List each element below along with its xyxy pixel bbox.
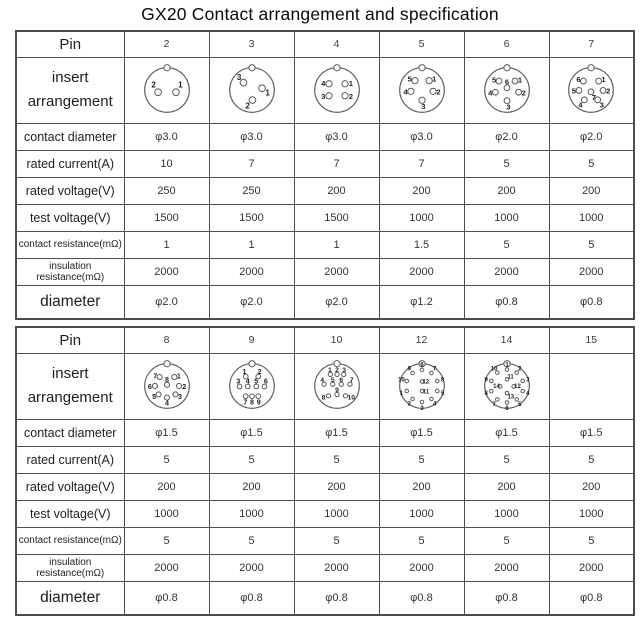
- spec-value-cell: φ1.5: [549, 419, 634, 446]
- spec-value-cell: 5: [124, 446, 209, 473]
- pin-number-label: [347, 395, 355, 402]
- insert-arrangement-label: insert arrangement: [16, 353, 124, 419]
- pin-number-label: [339, 377, 343, 384]
- spec-value-cell: 200: [124, 473, 209, 500]
- pin-number-label: [243, 399, 247, 407]
- spec-row: [16, 554, 634, 581]
- spec-value-cell: 5: [124, 527, 209, 554]
- spec-row-label: contact resistance(mΩ): [16, 527, 124, 554]
- spec-value-cell: 250: [209, 177, 294, 204]
- spec-row-label: rated voltage(V): [16, 473, 124, 500]
- spec-value-cell: 1000: [209, 500, 294, 527]
- pin-number-label: [488, 88, 493, 97]
- spec-table-top-body: [16, 31, 634, 319]
- pin-number-label: [606, 87, 610, 96]
- pin-number-label: [152, 393, 156, 401]
- pin-number-label: [407, 402, 411, 408]
- pin-number-label: [526, 377, 530, 383]
- spec-value-cell: 1000: [379, 204, 464, 231]
- insert-arrangement-label: insert arrangement: [16, 57, 124, 123]
- spec-row-label: rated current(A): [16, 446, 124, 473]
- insert-arrangement-diagram: [223, 61, 281, 119]
- insert-arrangement-diagram: [138, 61, 196, 119]
- spec-value-cell: 1000: [464, 204, 549, 231]
- pin-number-label: [521, 88, 525, 97]
- spec-value-cell: 5: [549, 446, 634, 473]
- pin-number-label: [342, 367, 346, 374]
- pin-number-label: [602, 75, 606, 84]
- pin-number-label: [165, 400, 169, 408]
- spec-value-cell: 5: [464, 446, 549, 473]
- spec-row-label: contact diameter: [16, 123, 124, 150]
- insert-arrangement-diagram: [393, 61, 451, 119]
- spec-value-cell: 7: [294, 150, 379, 177]
- spec-value-cell: 1.5: [379, 231, 464, 258]
- spec-value-cell: φ1.5: [464, 419, 549, 446]
- spec-row-label: rated current(A): [16, 150, 124, 177]
- spec-value-cell: φ1.5: [209, 419, 294, 446]
- pin-number-label: [153, 372, 157, 380]
- insert-arrangement-diagram: [138, 357, 196, 415]
- pin-number-label: [321, 395, 325, 402]
- insert-arrangement-cell: [294, 353, 379, 419]
- pin-number-label: [600, 100, 604, 109]
- insert-arrangement-diagram: [562, 61, 620, 119]
- insert-arrangement-cell: [209, 353, 294, 419]
- pin-number-label: [506, 102, 510, 111]
- spec-value-cell: 5: [464, 527, 549, 554]
- pin-count-cell: 8: [124, 327, 209, 353]
- spec-value-cell: 1500: [209, 204, 294, 231]
- spec-table-bottom: [15, 326, 635, 616]
- pin-row: [16, 31, 634, 57]
- pin-number-label: [433, 367, 437, 373]
- spec-value-cell: 1000: [549, 204, 634, 231]
- pin-number-label: [147, 383, 151, 391]
- pin-number-label: [335, 367, 339, 374]
- spec-value-cell: φ1.5: [294, 419, 379, 446]
- spec-row: [16, 446, 634, 473]
- pin-number-label: [526, 391, 530, 397]
- spec-row-label: rated voltage(V): [16, 177, 124, 204]
- spec-value-cell: 250: [124, 177, 209, 204]
- pin-count-cell: 7: [549, 31, 634, 57]
- pin-number-label: [432, 75, 436, 84]
- pin-number-label: [399, 391, 403, 397]
- spec-value-cell: 2000: [209, 258, 294, 285]
- spec-value-cell: 200: [549, 473, 634, 500]
- pin-number-label: [182, 383, 186, 391]
- pin-number-label: [348, 92, 352, 101]
- spec-value-cell: 2000: [379, 554, 464, 581]
- pin-number-label: [348, 79, 352, 88]
- page-title: GX20 Contact arrangement and specification: [141, 4, 499, 24]
- spec-value-cell: 2000: [294, 258, 379, 285]
- spec-value-cell: φ3.0: [379, 123, 464, 150]
- spec-value-cell: φ0.8: [209, 581, 294, 615]
- spec-value-cell: φ0.8: [464, 285, 549, 319]
- spec-value-cell: 1000: [124, 500, 209, 527]
- spec-value-cell: 5: [294, 527, 379, 554]
- pin-number-label: [165, 376, 169, 384]
- spec-value-cell: 5: [209, 446, 294, 473]
- spec-value-cell: 2000: [124, 258, 209, 285]
- pin-number-label: [236, 73, 241, 82]
- pin-number-label: [349, 377, 353, 384]
- spec-row: [16, 581, 634, 615]
- insert-arrangement-diagram: [478, 61, 536, 119]
- pin-number-label: [518, 402, 522, 408]
- pin-number-label: [421, 102, 425, 111]
- insert-arrangement-cell: [464, 353, 549, 419]
- pin-number-label: [440, 391, 444, 397]
- spec-value-cell: φ0.8: [549, 285, 634, 319]
- spec-row-label: insulation resistance(mΩ): [16, 554, 124, 581]
- pin-number-label: [263, 378, 267, 386]
- pin-number-label: [507, 394, 514, 400]
- pin-row: [16, 327, 634, 353]
- spec-value-cell: φ3.0: [124, 123, 209, 150]
- pin-number-label: [176, 372, 180, 380]
- pin-number-label: [335, 387, 339, 394]
- spec-value-cell: φ2.0: [464, 123, 549, 150]
- spec-value-cell: 1500: [294, 204, 379, 231]
- spec-row: [16, 500, 634, 527]
- pin-number-label: [507, 374, 514, 380]
- spec-value-cell: 5: [464, 150, 549, 177]
- pin-number-label: [407, 75, 411, 84]
- spec-row-label: contact resistance(mΩ): [16, 231, 124, 258]
- spec-value-cell: 2000: [549, 258, 634, 285]
- pin-number-label: [151, 81, 156, 90]
- insert-arrangement-diagram: [478, 357, 536, 415]
- pin-number-label: [490, 366, 497, 372]
- spec-value-cell: 5: [549, 231, 634, 258]
- spec-value-cell: 5: [379, 446, 464, 473]
- spec-value-cell: 10: [124, 150, 209, 177]
- pin-number-label: [505, 362, 509, 368]
- spec-value-cell: φ1.5: [124, 419, 209, 446]
- pin-count-cell: 9: [209, 327, 294, 353]
- spec-value-cell: 2000: [464, 554, 549, 581]
- spec-value-cell: 5: [549, 150, 634, 177]
- spec-row: [16, 473, 634, 500]
- pin-number-label: [420, 406, 424, 412]
- spec-value-cell: φ1.2: [379, 285, 464, 319]
- pin-number-label: [403, 88, 408, 97]
- pin-number-label: [320, 377, 324, 384]
- spec-value-cell: φ3.0: [209, 123, 294, 150]
- pin-number-label: [398, 377, 405, 383]
- insert-arrangement-cell: [209, 57, 294, 123]
- pin-number-label: [436, 88, 440, 97]
- insert-arrangement-cell: [379, 57, 464, 123]
- spec-row: [16, 231, 634, 258]
- pin-number-label: [491, 75, 495, 84]
- pin-count-cell: 15: [549, 327, 634, 353]
- spec-value-cell: 200: [549, 177, 634, 204]
- pin-number-label: [440, 377, 444, 383]
- insert-arrangement-diagram: [308, 61, 366, 119]
- spec-value-cell: 200: [379, 473, 464, 500]
- spec-value-cell: 2000: [124, 554, 209, 581]
- pin-number-label: [321, 79, 326, 88]
- spec-value-cell: 1000: [379, 500, 464, 527]
- spec-row-label: test voltage(V): [16, 500, 124, 527]
- insert-arrangement-cell: [379, 353, 464, 419]
- insert-arrangement-diagram: [223, 357, 281, 415]
- pin-number-label: [256, 399, 260, 407]
- pin-number-label: [484, 377, 488, 383]
- spec-value-cell: φ1.5: [379, 419, 464, 446]
- pin-row-label: Pin: [16, 327, 124, 353]
- spec-value-cell: 2000: [379, 258, 464, 285]
- pin-number-label: [514, 384, 521, 390]
- spec-value-cell: 2000: [209, 554, 294, 581]
- spec-value-cell: 1500: [124, 204, 209, 231]
- pin-count-cell: 2: [124, 31, 209, 57]
- spec-row-label: test voltage(V): [16, 204, 124, 231]
- spec-row: [16, 419, 634, 446]
- insert-arrangement-cell: [294, 57, 379, 123]
- spec-value-cell: 1: [124, 231, 209, 258]
- spec-value-cell: φ2.0: [549, 123, 634, 150]
- spec-value-cell: 1: [209, 231, 294, 258]
- pin-count-cell: 4: [294, 31, 379, 57]
- pin-number-label: [321, 92, 325, 101]
- spec-value-cell: 2000: [464, 258, 549, 285]
- pin-number-label: [245, 102, 250, 111]
- spec-value-cell: 1: [294, 231, 379, 258]
- pin-number-label: [422, 390, 429, 396]
- pin-number-label: [518, 366, 522, 372]
- insert-arrangement-diagram: [393, 357, 451, 415]
- pin-number-label: [177, 393, 181, 401]
- insert-arrangement-cell: [124, 57, 209, 123]
- pin-count-cell: 14: [464, 327, 549, 353]
- pin-number-label: [433, 402, 437, 408]
- spec-row-label: insulation resistance(mΩ): [16, 258, 124, 285]
- spec-value-cell: 7: [379, 150, 464, 177]
- spec-value-cell: 200: [464, 473, 549, 500]
- pin-number-label: [504, 78, 508, 87]
- pin-number-label: [250, 399, 254, 407]
- pin-number-label: [577, 75, 581, 84]
- spec-value-cell: 200: [294, 177, 379, 204]
- pin-count-cell: 6: [464, 31, 549, 57]
- spec-value-cell: φ0.8: [124, 581, 209, 615]
- spec-value-cell: 200: [464, 177, 549, 204]
- spec-row: [16, 177, 634, 204]
- pin-row-label: Pin: [16, 31, 124, 57]
- spec-value-cell: 5: [549, 527, 634, 554]
- insert-arrangement-cell: [124, 353, 209, 419]
- spec-table-top: [15, 30, 635, 320]
- spec-row-label: diameter: [16, 581, 124, 615]
- spec-value-cell: φ2.0: [294, 285, 379, 319]
- insert-arrangement-cell: [549, 353, 634, 419]
- pin-number-label: [572, 87, 576, 96]
- spec-value-cell: 5: [294, 446, 379, 473]
- pin-number-label: [254, 378, 258, 386]
- pin-number-label: [422, 379, 429, 385]
- spec-value-cell: 5: [379, 527, 464, 554]
- pin-number-label: [407, 367, 411, 373]
- pin-number-label: [578, 100, 583, 109]
- pin-number-label: [265, 89, 270, 98]
- spec-value-cell: 1000: [294, 500, 379, 527]
- pin-number-label: [493, 384, 500, 390]
- spec-row: [16, 285, 634, 319]
- spec-row: [16, 123, 634, 150]
- spec-table-bottom-body: [16, 327, 634, 615]
- spec-value-cell: φ2.0: [209, 285, 294, 319]
- spec-value-cell: 2000: [549, 554, 634, 581]
- spec-value-cell: φ0.8: [464, 581, 549, 615]
- pin-number-label: [327, 367, 331, 374]
- spec-row: [16, 150, 634, 177]
- pin-number-label: [245, 378, 249, 386]
- spec-row: [16, 527, 634, 554]
- spec-value-cell: 5: [209, 527, 294, 554]
- spec-value-cell: 2000: [294, 554, 379, 581]
- pin-count-cell: 10: [294, 327, 379, 353]
- spec-value-cell: 200: [379, 177, 464, 204]
- pin-number-label: [484, 391, 488, 397]
- spec-value-cell: φ0.8: [379, 581, 464, 615]
- pin-number-label: [257, 368, 261, 376]
- pin-number-label: [236, 378, 240, 386]
- pin-number-label: [517, 75, 521, 84]
- pin-number-label: [242, 368, 246, 376]
- insert-arrangement-row: [16, 57, 634, 123]
- spec-row: [16, 258, 634, 285]
- spec-value-cell: φ3.0: [294, 123, 379, 150]
- spec-value-cell: φ0.8: [294, 581, 379, 615]
- insert-arrangement-row: [16, 353, 634, 419]
- spec-value-cell: 7: [209, 150, 294, 177]
- pin-count-cell: 3: [209, 31, 294, 57]
- spec-value-cell: 1000: [549, 500, 634, 527]
- spec-value-cell: 200: [294, 473, 379, 500]
- spec-row-label: contact diameter: [16, 419, 124, 446]
- insert-arrangement-cell: [464, 57, 549, 123]
- insert-arrangement-diagram: [308, 357, 366, 415]
- spec-value-cell: φ0.8: [549, 581, 634, 615]
- spec-value-cell: 1000: [464, 500, 549, 527]
- spec-value-cell: 200: [209, 473, 294, 500]
- pin-number-label: [178, 81, 183, 90]
- pin-count-cell: 12: [379, 327, 464, 353]
- pin-number-label: [505, 406, 509, 412]
- spec-row-label: diameter: [16, 285, 124, 319]
- spec-value-cell: 5: [464, 231, 549, 258]
- insert-arrangement-cell: [549, 57, 634, 123]
- spec-value-cell: φ2.0: [124, 285, 209, 319]
- spec-row: [16, 204, 634, 231]
- pin-number-label: [330, 377, 334, 384]
- pin-count-cell: 5: [379, 31, 464, 57]
- pin-number-label: [420, 363, 424, 369]
